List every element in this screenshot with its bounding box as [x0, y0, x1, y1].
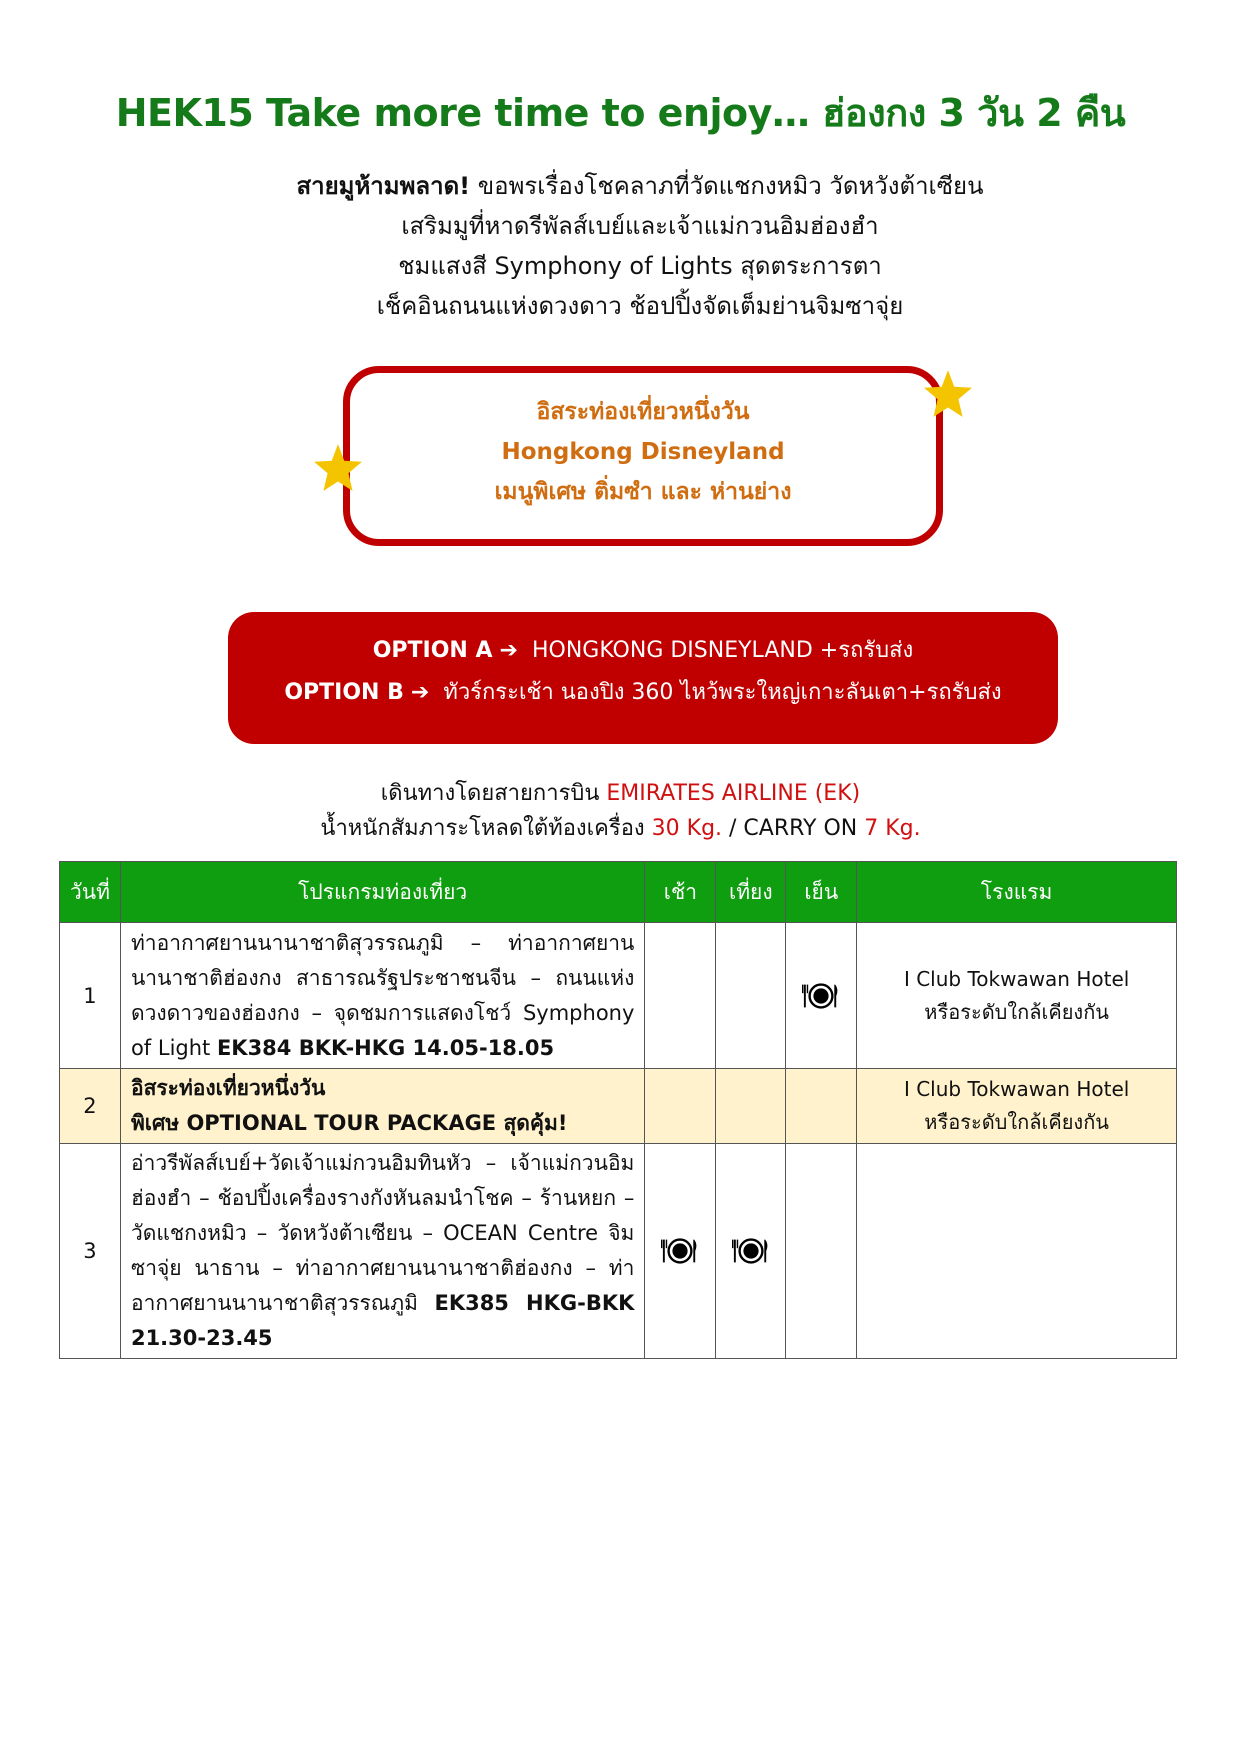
header-program: โปรแกรมท่องเที่ยว: [120, 862, 644, 923]
flight-info: EK385 HKG-BKK 21.30-23.45: [130, 1291, 635, 1350]
option-b: [228, 674, 1058, 709]
meal-plate-icon: [802, 981, 840, 1011]
arrow-right-icon: ➔: [499, 638, 518, 663]
itinerary-table: [59, 861, 1177, 1359]
header-hotel: โรงแรม: [857, 862, 1177, 923]
baggage-line: [0, 810, 1241, 845]
lunch-cell: [716, 1069, 786, 1144]
breakfast-cell: [645, 923, 716, 1069]
option-b-label: OPTION B: [284, 680, 404, 705]
dinner-cell: [786, 1144, 857, 1359]
dinner-cell: [786, 923, 857, 1069]
option-a-label: OPTION A: [372, 638, 493, 663]
header-day: วันที่: [60, 862, 121, 923]
intro-line-1: [230, 166, 1050, 206]
intro-line-2: เสริมมูที่หาดรีพัลส์เบย์และเจ้าแม่กวนอิมฮ่องฮำ: [401, 212, 879, 240]
option-a-text: HONGKONG DISNEYLAND +รถรับส่ง: [531, 638, 914, 663]
hotel-cell: [857, 1144, 1177, 1359]
program-text: ท่าอากาศยานนานาชาติสุวรรณภูมิ – ท่าอากาศยานนานาชาติฮ่องกง สาธารณรัฐประชาชนจีน – ถนนแห่งดวงดาวของฮ่องกง – จุดชมการแสดงโชว์ Symphony of Light: [130, 930, 635, 1060]
intro-line-3: ชมแสงสี Symphony of Lights สุดตระการตา: [398, 252, 882, 280]
breakfast-cell: [645, 1069, 716, 1144]
intro-line-4: เช็คอินถนนแห่งดวงดาว ช้อปปิ้งจัดเต็มย่านจิมซาจุ่ย: [376, 292, 904, 320]
option-a: [228, 632, 1058, 667]
hotel-name: I Club Tokwawan Hotel: [903, 966, 1130, 991]
highlight-line: เมนูพิเศษ ติ่มซำ และ ห่านย่าง: [494, 479, 792, 505]
star-icon: [922, 368, 974, 420]
breakfast-cell: [645, 1144, 716, 1359]
day-number: 3: [60, 1144, 121, 1359]
program-text: อ่าวรีพัลส์เบย์+วัดเจ้าแม่กวนอิมทินหัว – เจ้าแม่กวนอิมฮ่องฮำ – ช้อปปิ้งเครื่องรางกังหันลมนำโชค – ร้านหยก – วัดแชกงหมิว – วัดหวังต้าเซียน – OCEAN Centre จิมซาจุ่ย นาธาน – ท่าอากาศยานนานาชาติฮ่องกง – ท่าอากาศยานนานาชาติสุวรรณภูมิ: [130, 1151, 635, 1315]
header-breakfast: เช้า: [645, 862, 716, 923]
arrow-right-icon: ➔: [410, 680, 430, 705]
program-text: อิสระท่องเที่ยวหนึ่งวัน: [130, 1076, 326, 1100]
table-header-row: [60, 862, 1177, 923]
hotel-cell: [857, 1069, 1177, 1144]
carry-on-prefix: / CARRY ON: [722, 816, 865, 841]
header-lunch: เที่ยง: [716, 862, 786, 923]
hotel-name: I Club Tokwawan Hotel: [903, 1077, 1130, 1101]
table-row: [60, 1069, 1177, 1144]
header-dinner: เย็น: [786, 862, 857, 923]
meal-plate-icon: [661, 1236, 699, 1266]
airline-prefix: เดินทางโดยสายการบิน: [380, 781, 607, 806]
program-cell: [120, 923, 644, 1069]
page-title: HEK15 Take more time to enjoy… ฮ่องกง 3 วัน 2 คืน: [115, 91, 1126, 135]
highlight-line: อิสระท่องเที่ยวหนึ่งวัน: [536, 399, 750, 425]
hotel-note: หรือระดับใกล้เคียงกัน: [924, 999, 1109, 1024]
day-number: 2: [60, 1069, 121, 1144]
flight-info: EK384 BKK-HKG 14.05-18.05: [216, 1035, 555, 1060]
highlight-line: Hongkong Disneyland: [501, 439, 785, 465]
program-cell: [120, 1144, 644, 1359]
star-icon: [312, 442, 364, 494]
dinner-cell: [786, 1069, 857, 1144]
day-number: 1: [60, 923, 121, 1069]
intro-bold-prefix: สายมูห้ามพลาด!: [296, 172, 471, 200]
meal-plate-icon: [732, 1236, 770, 1266]
table-row: [60, 1144, 1177, 1359]
intro-text: [230, 166, 1050, 326]
baggage-prefix: น้ำหนักสัมภาระโหลดใต้ท้องเครื่อง: [320, 816, 652, 841]
intro-line-1-rest: ขอพรเรื่องโชคลาภที่วัดแชกงหมิว วัดหวังต้าเซียน: [470, 172, 984, 200]
option-b-text: ทัวร์กระเช้า นองปิง 360 ไหว้พระใหญ่เกาะลันเตา+รถรับส่ง: [443, 680, 1002, 705]
lunch-cell: [716, 923, 786, 1069]
airline-name: EMIRATES AIRLINE (EK): [606, 781, 861, 806]
baggage-weight: 30 Kg.: [651, 816, 723, 841]
program-text: พิเศษ OPTIONAL TOUR PACKAGE สุดคุ้ม!: [130, 1111, 568, 1135]
hotel-cell: [857, 923, 1177, 1069]
airline-line: [0, 775, 1241, 810]
lunch-cell: [716, 1144, 786, 1359]
highlight-text: [343, 392, 943, 512]
carry-on-weight: 7 Kg.: [864, 816, 921, 841]
program-cell: [120, 1069, 644, 1144]
hotel-note: หรือระดับใกล้เคียงกัน: [924, 1110, 1109, 1134]
table-row: [60, 923, 1177, 1069]
